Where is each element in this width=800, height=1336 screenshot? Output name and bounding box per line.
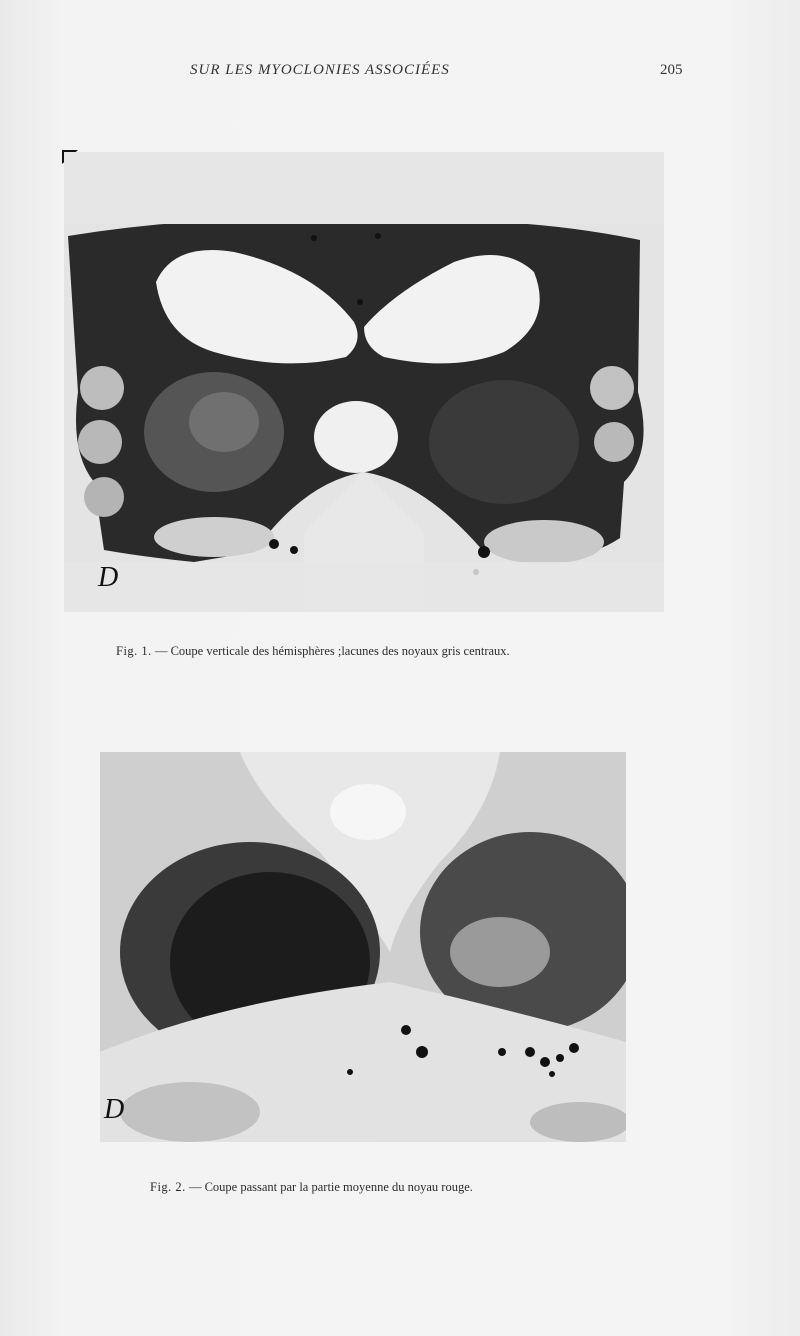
- figure-1-caption: [116, 644, 510, 659]
- running-title: SUR LES MYOCLONIES ASSOCIÉES: [190, 62, 450, 78]
- figure-1-photo: [64, 152, 664, 612]
- figure-2-label: Fig. 2.: [150, 1180, 186, 1194]
- page-number: 205: [660, 62, 683, 78]
- figure-2-caption: [150, 1180, 473, 1195]
- figure-1-caption-text: Coupe verticale des hémisphères ;lacunes des noyaux gris centraux.: [170, 644, 510, 658]
- figure-1-dash: —: [154, 644, 168, 658]
- figure-2-dash: —: [188, 1180, 202, 1194]
- figure-2-caption-text: Coupe passant par la partie moyenne du noyau rouge.: [204, 1180, 473, 1194]
- brain-coronal-section-image: [64, 152, 664, 612]
- brain-midbrain-section-image: [100, 752, 626, 1142]
- figure-1-label: Fig. 1.: [116, 644, 152, 658]
- fig2-side-mark: D: [104, 1094, 125, 1125]
- fig1-side-mark: D: [98, 562, 119, 593]
- figure-2-photo: [100, 752, 626, 1142]
